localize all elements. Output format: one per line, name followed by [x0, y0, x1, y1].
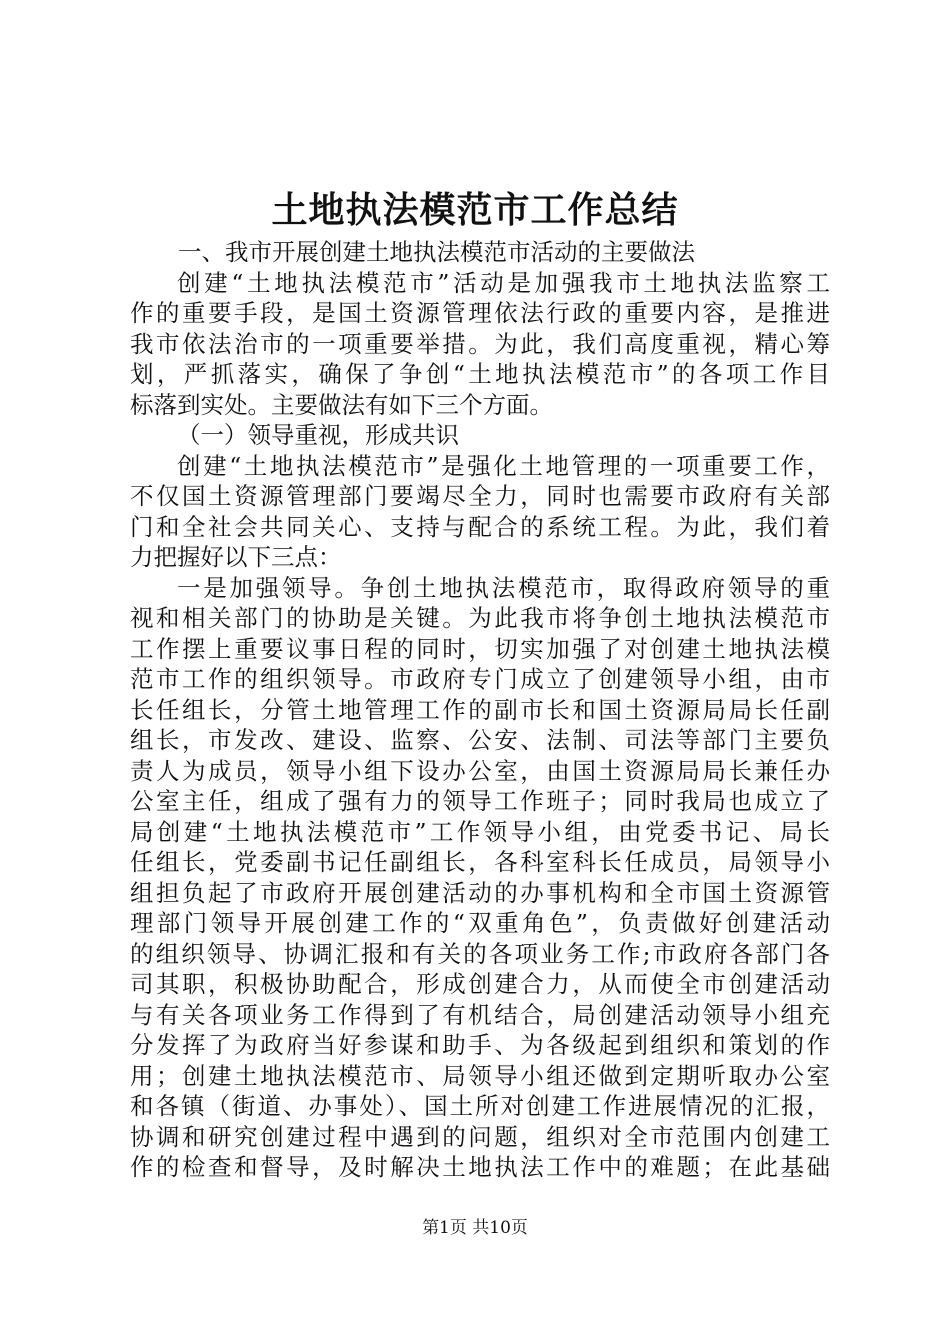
paragraph-line: 用；创建土地执法模范市、局领导小组还做到定期听取办公室 [130, 1061, 830, 1090]
paragraph-line: 的组织领导、协调汇报和有关的各项业务工作;市政府各部门各 [130, 939, 830, 968]
page-number-footer: 第1页 共10页 [422, 1218, 528, 1238]
paragraph-line: 创建“土地执法模范市”活动是加强我市土地执法监察工 [177, 268, 830, 297]
paragraph-line: 司其职，积极协助配合，形成创建合力，从而使全市创建活动 [130, 970, 830, 998]
paragraph-line: 理部门领导开展创建工作的“双重角色”，负责做好创建活动 [130, 909, 830, 937]
paragraph-line: 分发挥了为政府当好参谋和助手、为各级起到组织和策划的作 [130, 1031, 830, 1059]
paragraph-line: 任组长，党委副书记任副组长，各科室科长任成员，局领导小 [130, 848, 830, 876]
paragraph-line: 与有关各项业务工作得到了有机结合，局创建活动领导小组充 [130, 1000, 830, 1029]
paragraph-line: 范市工作的组织领导。市政府专门成立了创建领导小组，由市 [130, 665, 830, 693]
paragraph-line: 一是加强领导。争创土地执法模范市，取得政府领导的重 [177, 573, 830, 602]
paragraph-line: 工作摆上重要议事日程的同时，切实加强了对创建土地执法模 [130, 634, 830, 663]
paragraph-line: 我市依法治市的一项重要举措。为此，我们高度重视，精心筹 [130, 329, 830, 358]
paragraph-line: 和各镇（街道、办事处）、国土所对创建工作进展情况的汇报， [130, 1092, 830, 1120]
paragraph-line: 标落到实处。主要做法有如下三个方面。 [130, 390, 553, 419]
paragraph-line: 创建“土地执法模范市”是强化土地管理的一项重要工作， [177, 451, 830, 480]
paragraph-line: 划，严抓落实，确保了争创“土地执法模范市”的各项工作目 [130, 360, 830, 388]
paragraph-line: 局创建“土地执法模范市”工作领导小组，由党委书记、局长 [130, 817, 830, 846]
document-title: 土地执法模范市工作总结 [271, 189, 679, 231]
paragraph-line: 组长，市发改、建设、监察、公安、法制、司法等部门主要负 [130, 726, 830, 754]
paragraph-line: 协调和研究创建过程中遇到的问题，组织对全市范围内创建工 [130, 1122, 830, 1151]
paragraph-line: 长任组长，分管土地管理工作的副市长和国土资源局局长任副 [130, 695, 830, 724]
paragraph-line: 视和相关部门的协助是关键。为此我市将争创土地执法模范市 [130, 604, 830, 632]
paragraph-line: 责人为成员，领导小组下设办公室，由国土资源局局长兼任办 [130, 756, 830, 785]
paragraph-line: 公室主任，组成了强有力的领导工作班子；同时我局也成立了 [130, 787, 830, 815]
section-heading: 一、我市开展创建土地执法模范市活动的主要做法 [178, 238, 695, 266]
paragraph-line: 作的检查和督导，及时解决土地执法工作中的难题；在此基础 [130, 1153, 830, 1181]
paragraph-line: 作的重要手段，是国土资源管理依法行政的重要内容，是推进 [130, 299, 830, 327]
document-body [130, 237, 830, 1183]
subsection-heading: （一）领导重视，形成共识 [177, 421, 459, 449]
paragraph-line: 组担负起了市政府开展创建活动的办事机构和全市国土资源管 [130, 878, 830, 907]
paragraph-line: 力把握好以下三点： [130, 543, 342, 571]
paragraph-line: 门和全社会共同关心、支持与配合的系统工程。为此，我们着 [130, 512, 830, 541]
paragraph-line: 不仅国土资源管理部门要竭尽全力，同时也需要市政府有关部 [130, 482, 830, 510]
